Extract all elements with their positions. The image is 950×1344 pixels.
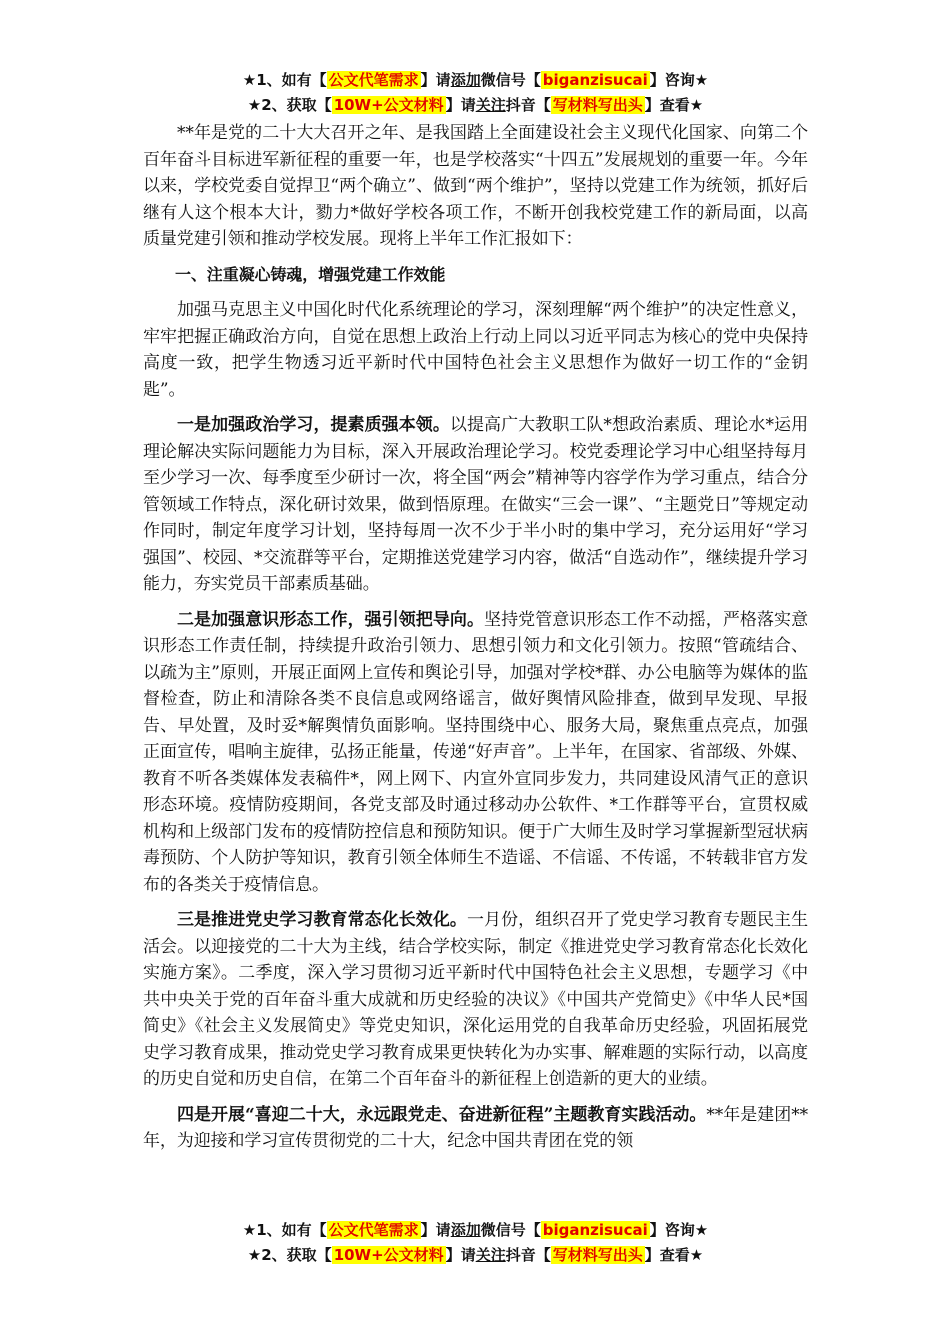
item-2-paragraph: 二是加强意识形态工作，强引领把导向。坚持党管意识形态工作不动摇，严格落实意识形态工作责任制，持续提升政治引领力、思想引领力和文化引领力。按照“管疏结合、以疏为主”原则，开展正面网上宣传和舆论引导，加强对学校*群、办公电脑等为媒体的监督检查，防止和清除各类不良信息或网络谣言，做好舆情风险排查，做到早发现、早报告、早处置，及时妥*解舆情负面影响。坚持围绕中心、服务大局，聚焦重点亮点，加强正面宣传，唱响主旋律，弘扬正能量，传递“好声音”。上半年，在国家、省部级、外媒、教育不听各类媒体发表稿件*，网上网下、内宣外宣同步发力，共同建设风清气正的意识形态环境。疫情防疫期间，各党支部及时通过移动办公软件、*工作群等平台，宣贯权威机构和上级部门发布的疫情防控信息和预防知识。便于广大师生及时学习掌握新型冠状病毒预防、个人防护等知识，教育引领全体师生不造谣、不信谣、不传谣，不转载非官方发布的各类关于疫情信息。: [143, 609, 808, 895]
banner-line-1: ★1、如有【 公文代笔需求 】请添加微信号【 biganzisucai 】咨询★: [242, 71, 709, 89]
highlight-materials: 10W+公文材料: [333, 96, 444, 114]
header-banner: [143, 68, 808, 118]
intro-paragraph: **年是党的二十大大召开之年、是我国踏上全面建设社会主义现代化国家、向第二个百年奋斗目标进军新征程的重要一年，也是学校落实“十四五”发展规划的重要一年。今年以来，学校党委自觉捍卫“两个确立”、做到“两个维护”，坚持以党建工作为统领，抓好后继有人这个根本大计，勠力*做好学校各项工作，不断开创我校党建工作的新局面，以高质量党建引领和推动学校发展。现将上半年工作汇报如下：: [143, 123, 808, 249]
section-1-intro: 加强马克思主义中国化时代化系统理论的学习，深刻理解“两个维护”的决定性意义，牢牢把握正确政治方向，自觉在思想上政治上行动上同以习近平同志为核心的党中央保持高度一致，把学生物透习近平新时代中国特色社会主义思想作为做好一切工作的“金钥匙”。: [143, 300, 808, 400]
item-3-paragraph: 三是推进党史学习教育常态化长效化。一月份，组织召开了党史学习教育专题民主生活会。以迎接党的二十大为主线，结合学校实际，制定《推进党史学习教育常态化长效化实施方案》。二季度，深入学习贯彻习近平新时代中国特色社会主义思想，专题学习《中共中央关于党的百年奋斗重大成就和历史经验的决议》《中国共产党简史》《中华人民*国简史》《社会主义发展简史》等党史知识，深化运用党的自我革命历史经验，巩固拓展党史学习教育成果，推动党史学习教育成果更快转化为办实事、解难题的实际行动，以高度的历史自觉和历史自信，在第二个百年奋斗的新征程上创造新的更大的业绩。: [143, 910, 808, 1089]
document-body: [143, 120, 808, 1210]
banner-line-2: ★2、获取【 10W+公文材料 】请关注抖音【 写材料写出头 】查看★: [247, 96, 704, 114]
highlight-wechat-id: biganzisucai: [542, 71, 648, 89]
footer-line-1: ★1、如有【 公文代笔需求 】请添加微信号【 biganzisucai 】咨询★: [242, 1221, 709, 1239]
highlight-douyin: 写材料写出头: [552, 96, 643, 114]
item-1-paragraph: 一是加强政治学习，提素质强本领。以提高广大教职工队*想政治素质、理论水*运用理论解决实际问题能力为目标，深入开展政治理论学习。校党委理论学习中心组坚持每月至少学习一次、每季度至少研讨一次，将全国“两会”精神等内容学作为学习重点，结合分管领域工作特点，深化研讨效果，做到悟原理。在做实“三会一课”、“主题党日”等规定动作同时，制定年度学习计划，坚持每周一次不少于半小时的集中学习，充分运用好“学习强国”、校园、*交流群等平台，定期推送党建学习内容，做活“自选动作”，继续提升学习能力，夯实党员干部素质基础。: [143, 415, 808, 594]
section-heading-1: 一、注重凝心铸魂，增强党建工作效能: [175, 264, 446, 284]
item-4-paragraph: 四是开展“喜迎二十大，永远跟党走、奋进新征程”主题教育实践活动。**年是建团**年，为迎接和学习宣传贯彻党的二十大，纪念中国共青团在党的领: [143, 1104, 808, 1151]
footer-line-2: ★2、获取【 10W+公文材料 】请关注抖音【 写材料写出头 】查看★: [247, 1246, 704, 1264]
highlight-service: 公文代笔需求: [328, 71, 419, 89]
footer-banner: [143, 1218, 808, 1268]
